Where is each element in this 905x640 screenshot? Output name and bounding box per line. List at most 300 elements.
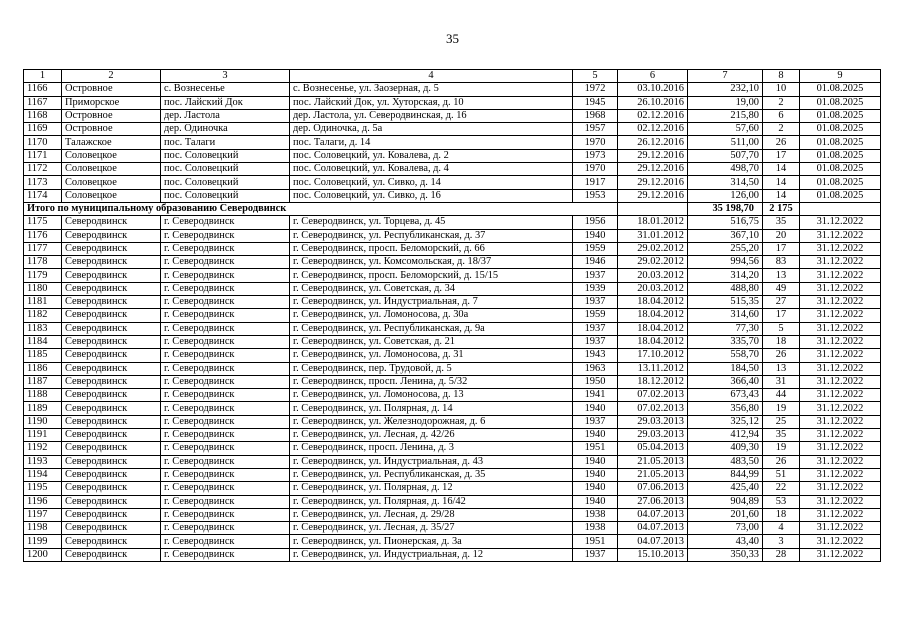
- area-cell: 488,80: [688, 282, 763, 295]
- residents-cell: 14: [763, 176, 800, 189]
- address-cell: г. Северодвинск, просп. Беломорский, д. 66: [290, 242, 573, 255]
- residents-cell: 13: [763, 269, 800, 282]
- table-row: [24, 415, 881, 428]
- table-row: [24, 389, 881, 402]
- settlement-cell: пос. Соловецкий: [161, 189, 290, 202]
- table-row: [24, 256, 881, 269]
- year-built-cell: 1957: [573, 123, 618, 136]
- municipality-cell: Островное: [62, 83, 161, 96]
- planned-date-cell: 31.12.2022: [800, 229, 881, 242]
- area-cell: 511,00: [688, 136, 763, 149]
- table-row: [24, 123, 881, 136]
- residents-cell: 19: [763, 402, 800, 415]
- address-cell: г. Северодвинск, ул. Ломоносова, д. 31: [290, 349, 573, 362]
- planned-date-cell: 31.12.2022: [800, 402, 881, 415]
- recognition-date-cell: 29.03.2013: [618, 415, 688, 428]
- planned-date-cell: 01.08.2025: [800, 96, 881, 109]
- residents-cell: 83: [763, 256, 800, 269]
- address-cell: пос. Лайский Док, ул. Хуторская, д. 10: [290, 96, 573, 109]
- recognition-date-cell: 20.03.2012: [618, 269, 688, 282]
- year-built-cell: 1940: [573, 429, 618, 442]
- residents-cell: 2: [763, 123, 800, 136]
- year-built-cell: 1940: [573, 482, 618, 495]
- row-number-cell: 1185: [24, 349, 62, 362]
- year-built-cell: 1959: [573, 242, 618, 255]
- table-row: [24, 149, 881, 162]
- planned-date-cell: 01.08.2025: [800, 136, 881, 149]
- settlement-cell: г. Северодвинск: [161, 508, 290, 521]
- residents-cell: 49: [763, 282, 800, 295]
- municipality-cell: Северодвинск: [62, 522, 161, 535]
- area-cell: 366,40: [688, 375, 763, 388]
- municipality-cell: Островное: [62, 123, 161, 136]
- municipality-cell: Северодвинск: [62, 495, 161, 508]
- area-cell: 409,30: [688, 442, 763, 455]
- settlement-cell: г. Северодвинск: [161, 429, 290, 442]
- address-cell: пос. Соловецкий, ул. Сивко, д. 16: [290, 189, 573, 202]
- settlement-cell: г. Северодвинск: [161, 349, 290, 362]
- settlement-cell: г. Северодвинск: [161, 402, 290, 415]
- recognition-date-cell: 18.12.2012: [618, 375, 688, 388]
- settlement-cell: г. Северодвинск: [161, 468, 290, 481]
- year-built-cell: 1938: [573, 508, 618, 521]
- planned-date-cell: 01.08.2025: [800, 149, 881, 162]
- settlement-cell: г. Северодвинск: [161, 522, 290, 535]
- area-cell: 904,89: [688, 495, 763, 508]
- row-number-cell: 1199: [24, 535, 62, 548]
- residents-cell: 4: [763, 522, 800, 535]
- row-number-cell: 1168: [24, 109, 62, 122]
- recognition-date-cell: 05.04.2013: [618, 442, 688, 455]
- row-number-cell: 1184: [24, 335, 62, 348]
- area-cell: 498,70: [688, 163, 763, 176]
- municipality-cell: Северодвинск: [62, 216, 161, 229]
- residents-cell: 13: [763, 362, 800, 375]
- residents-cell: 51: [763, 468, 800, 481]
- residents-cell: 26: [763, 136, 800, 149]
- recognition-date-cell: 18.04.2012: [618, 322, 688, 335]
- recognition-date-cell: 07.06.2013: [618, 482, 688, 495]
- municipality-cell: Северодвинск: [62, 322, 161, 335]
- planned-date-cell: 31.12.2022: [800, 522, 881, 535]
- table-row: [24, 229, 881, 242]
- row-number-cell: 1181: [24, 296, 62, 309]
- recognition-date-cell: 18.04.2012: [618, 335, 688, 348]
- year-built-cell: 1963: [573, 362, 618, 375]
- row-number-cell: 1193: [24, 455, 62, 468]
- row-number-cell: 1187: [24, 375, 62, 388]
- residents-cell: 2: [763, 96, 800, 109]
- area-cell: 335,70: [688, 335, 763, 348]
- area-cell: 77,30: [688, 322, 763, 335]
- planned-date-cell: 01.08.2025: [800, 123, 881, 136]
- municipality-cell: Соловецкое: [62, 176, 161, 189]
- year-built-cell: 1959: [573, 309, 618, 322]
- year-built-cell: 1970: [573, 163, 618, 176]
- year-built-cell: 1968: [573, 109, 618, 122]
- table-row: [24, 216, 881, 229]
- row-number-cell: 1190: [24, 415, 62, 428]
- year-built-cell: 1937: [573, 269, 618, 282]
- address-cell: дер. Ластола, ул. Северодвинская, д. 16: [290, 109, 573, 122]
- address-cell: г. Северодвинск, ул. Лесная, д. 29/28: [290, 508, 573, 521]
- address-cell: г. Северодвинск, ул. Республиканская, д. 37: [290, 229, 573, 242]
- year-built-cell: 1937: [573, 296, 618, 309]
- year-built-cell: 1951: [573, 442, 618, 455]
- recognition-date-cell: 03.10.2016: [618, 83, 688, 96]
- year-built-cell: 1941: [573, 389, 618, 402]
- area-cell: 673,43: [688, 389, 763, 402]
- address-cell: г. Северодвинск, просп. Ленина, д. 3: [290, 442, 573, 455]
- settlement-cell: г. Северодвинск: [161, 256, 290, 269]
- table-row: [24, 482, 881, 495]
- row-number-cell: 1177: [24, 242, 62, 255]
- address-cell: г. Северодвинск, ул. Лесная, д. 35/27: [290, 522, 573, 535]
- municipality-cell: Северодвинск: [62, 442, 161, 455]
- recognition-date-cell: 04.07.2013: [618, 522, 688, 535]
- address-cell: г. Северодвинск, ул. Советская, д. 34: [290, 282, 573, 295]
- area-cell: 412,94: [688, 429, 763, 442]
- table-row: [24, 535, 881, 548]
- area-cell: 558,70: [688, 349, 763, 362]
- column-number: 5: [573, 70, 618, 83]
- area-cell: 325,12: [688, 415, 763, 428]
- table-row: [24, 349, 881, 362]
- settlement-cell: г. Северодвинск: [161, 389, 290, 402]
- recognition-date-cell: 29.02.2012: [618, 242, 688, 255]
- address-cell: г. Северодвинск, ул. Железнодорожная, д. 6: [290, 415, 573, 428]
- settlement-cell: г. Северодвинск: [161, 455, 290, 468]
- address-cell: г. Северодвинск, ул. Индустриальная, д. 43: [290, 455, 573, 468]
- settlement-cell: пос. Соловецкий: [161, 163, 290, 176]
- planned-date-cell: 01.08.2025: [800, 163, 881, 176]
- settlement-cell: г. Северодвинск: [161, 229, 290, 242]
- area-cell: 367,10: [688, 229, 763, 242]
- address-cell: пос. Соловецкий, ул. Ковалева, д. 4: [290, 163, 573, 176]
- municipality-cell: Соловецкое: [62, 163, 161, 176]
- row-number-cell: 1182: [24, 309, 62, 322]
- recognition-date-cell: 31.01.2012: [618, 229, 688, 242]
- settlement-cell: г. Северодвинск: [161, 535, 290, 548]
- settlement-cell: г. Северодвинск: [161, 335, 290, 348]
- residents-cell: 18: [763, 335, 800, 348]
- municipality-cell: Северодвинск: [62, 256, 161, 269]
- table-row: [24, 163, 881, 176]
- address-cell: г. Северодвинск, ул. Торцева, д. 45: [290, 216, 573, 229]
- address-cell: г. Северодвинск, ул. Советская, д. 21: [290, 335, 573, 348]
- municipality-cell: Северодвинск: [62, 548, 161, 561]
- area-cell: 43,40: [688, 535, 763, 548]
- table-row: [24, 96, 881, 109]
- address-cell: г. Северодвинск, пер. Трудовой, д. 5: [290, 362, 573, 375]
- planned-date-cell: 31.12.2022: [800, 296, 881, 309]
- planned-date-cell: 31.12.2022: [800, 322, 881, 335]
- area-cell: 356,80: [688, 402, 763, 415]
- municipality-cell: Северодвинск: [62, 455, 161, 468]
- row-number-cell: 1194: [24, 468, 62, 481]
- address-cell: с. Вознесенье, ул. Заозерная, д. 5: [290, 83, 573, 96]
- residents-cell: 26: [763, 349, 800, 362]
- column-number: 4: [290, 70, 573, 83]
- year-built-cell: 1940: [573, 402, 618, 415]
- residents-cell: 3: [763, 535, 800, 548]
- recognition-date-cell: 13.11.2012: [618, 362, 688, 375]
- year-built-cell: 1950: [573, 375, 618, 388]
- planned-date-cell: 31.12.2022: [800, 495, 881, 508]
- table-row: [24, 189, 881, 202]
- settlement-cell: г. Северодвинск: [161, 296, 290, 309]
- recognition-date-cell: 18.04.2012: [618, 309, 688, 322]
- area-cell: 232,10: [688, 83, 763, 96]
- year-built-cell: 1938: [573, 522, 618, 535]
- column-number: 7: [688, 70, 763, 83]
- municipality-cell: Северодвинск: [62, 349, 161, 362]
- year-built-cell: 1937: [573, 548, 618, 561]
- row-number-cell: 1200: [24, 548, 62, 561]
- residents-cell: 28: [763, 548, 800, 561]
- recognition-date-cell: 29.02.2012: [618, 256, 688, 269]
- total-area: 35 198,70: [688, 202, 763, 215]
- settlement-cell: г. Северодвинск: [161, 269, 290, 282]
- total-empty-cell: [800, 202, 881, 215]
- row-number-cell: 1180: [24, 282, 62, 295]
- year-built-cell: 1970: [573, 136, 618, 149]
- address-cell: г. Северодвинск, просп. Беломорский, д. 15/15: [290, 269, 573, 282]
- year-built-cell: 1951: [573, 535, 618, 548]
- planned-date-cell: 31.12.2022: [800, 309, 881, 322]
- recognition-date-cell: 29.12.2016: [618, 176, 688, 189]
- residents-cell: 35: [763, 216, 800, 229]
- total-empty-cell: [618, 202, 688, 215]
- municipality-cell: Талажское: [62, 136, 161, 149]
- address-cell: г. Северодвинск, ул. Комсомольская, д. 18/37: [290, 256, 573, 269]
- settlement-cell: г. Северодвинск: [161, 242, 290, 255]
- column-number: 9: [800, 70, 881, 83]
- address-cell: пос. Соловецкий, ул. Сивко, д. 14: [290, 176, 573, 189]
- municipality-cell: Северодвинск: [62, 402, 161, 415]
- table-row: [24, 136, 881, 149]
- settlement-cell: г. Северодвинск: [161, 362, 290, 375]
- table-row: [24, 309, 881, 322]
- recognition-date-cell: 17.10.2012: [618, 349, 688, 362]
- column-number: 1: [24, 70, 62, 83]
- year-built-cell: 1943: [573, 349, 618, 362]
- address-cell: г. Северодвинск, ул. Ломоносова, д. 30а: [290, 309, 573, 322]
- row-number-cell: 1169: [24, 123, 62, 136]
- housing-registry-table: [23, 69, 881, 562]
- row-number-cell: 1167: [24, 96, 62, 109]
- year-built-cell: 1946: [573, 256, 618, 269]
- address-cell: пос. Талаги, д. 14: [290, 136, 573, 149]
- recognition-date-cell: 26.12.2016: [618, 136, 688, 149]
- area-cell: 314,50: [688, 176, 763, 189]
- table-row: [24, 508, 881, 521]
- table-row: [24, 296, 881, 309]
- address-cell: г. Северодвинск, ул. Ломоносова, д. 13: [290, 389, 573, 402]
- year-built-cell: 1940: [573, 468, 618, 481]
- municipality-cell: Северодвинск: [62, 309, 161, 322]
- residents-cell: 6: [763, 109, 800, 122]
- settlement-cell: пос. Лайский Док: [161, 96, 290, 109]
- residents-cell: 31: [763, 375, 800, 388]
- year-built-cell: 1939: [573, 282, 618, 295]
- planned-date-cell: 31.12.2022: [800, 415, 881, 428]
- recognition-date-cell: 29.12.2016: [618, 163, 688, 176]
- residents-cell: 14: [763, 163, 800, 176]
- row-number-cell: 1197: [24, 508, 62, 521]
- row-number-cell: 1173: [24, 176, 62, 189]
- area-cell: 314,20: [688, 269, 763, 282]
- municipality-cell: Северодвинск: [62, 429, 161, 442]
- residents-cell: 27: [763, 296, 800, 309]
- row-number-cell: 1178: [24, 256, 62, 269]
- address-cell: г. Северодвинск, ул. Полярная, д. 14: [290, 402, 573, 415]
- year-built-cell: 1953: [573, 189, 618, 202]
- residents-cell: 18: [763, 508, 800, 521]
- year-built-cell: 1956: [573, 216, 618, 229]
- area-cell: 255,20: [688, 242, 763, 255]
- total-label: Итого по муниципальному образованию Северодвинск: [24, 202, 618, 215]
- municipality-cell: Северодвинск: [62, 468, 161, 481]
- settlement-cell: г. Северодвинск: [161, 375, 290, 388]
- settlement-cell: с. Вознесенье: [161, 83, 290, 96]
- settlement-cell: г. Северодвинск: [161, 415, 290, 428]
- settlement-cell: г. Северодвинск: [161, 495, 290, 508]
- municipality-cell: Северодвинск: [62, 362, 161, 375]
- settlement-cell: г. Северодвинск: [161, 482, 290, 495]
- planned-date-cell: 01.08.2025: [800, 176, 881, 189]
- row-number-cell: 1198: [24, 522, 62, 535]
- total-row: [24, 202, 881, 215]
- residents-cell: 19: [763, 442, 800, 455]
- year-built-cell: 1972: [573, 83, 618, 96]
- recognition-date-cell: 27.06.2013: [618, 495, 688, 508]
- planned-date-cell: 31.12.2022: [800, 468, 881, 481]
- row-number-cell: 1175: [24, 216, 62, 229]
- row-number-cell: 1183: [24, 322, 62, 335]
- address-cell: г. Северодвинск, ул. Индустриальная, д. 12: [290, 548, 573, 561]
- recognition-date-cell: 18.04.2012: [618, 296, 688, 309]
- municipality-cell: Северодвинск: [62, 415, 161, 428]
- area-cell: 350,33: [688, 548, 763, 561]
- recognition-date-cell: 02.12.2016: [618, 123, 688, 136]
- municipality-cell: Приморское: [62, 96, 161, 109]
- recognition-date-cell: 15.10.2013: [618, 548, 688, 561]
- row-number-cell: 1191: [24, 429, 62, 442]
- table-row: [24, 548, 881, 561]
- table-row: [24, 522, 881, 535]
- residents-cell: 20: [763, 229, 800, 242]
- recognition-date-cell: 07.02.2013: [618, 389, 688, 402]
- table-row: [24, 269, 881, 282]
- table-row: [24, 402, 881, 415]
- planned-date-cell: 31.12.2022: [800, 389, 881, 402]
- area-cell: 425,40: [688, 482, 763, 495]
- municipality-cell: Северодвинск: [62, 375, 161, 388]
- area-cell: 994,56: [688, 256, 763, 269]
- residents-cell: 44: [763, 389, 800, 402]
- year-built-cell: 1973: [573, 149, 618, 162]
- area-cell: 57,60: [688, 123, 763, 136]
- table-row: [24, 375, 881, 388]
- residents-cell: 14: [763, 189, 800, 202]
- municipality-cell: Северодвинск: [62, 296, 161, 309]
- year-built-cell: 1937: [573, 322, 618, 335]
- address-cell: г. Северодвинск, ул. Полярная, д. 12: [290, 482, 573, 495]
- recognition-date-cell: 21.05.2013: [618, 468, 688, 481]
- area-cell: 184,50: [688, 362, 763, 375]
- column-number: 6: [618, 70, 688, 83]
- year-built-cell: 1940: [573, 229, 618, 242]
- address-cell: г. Северодвинск, ул. Республиканская, д. 9а: [290, 322, 573, 335]
- column-number: 2: [62, 70, 161, 83]
- municipality-cell: Северодвинск: [62, 482, 161, 495]
- residents-cell: 22: [763, 482, 800, 495]
- year-built-cell: 1940: [573, 455, 618, 468]
- table-row: [24, 455, 881, 468]
- planned-date-cell: 31.12.2022: [800, 548, 881, 561]
- row-number-cell: 1174: [24, 189, 62, 202]
- recognition-date-cell: 29.12.2016: [618, 149, 688, 162]
- area-cell: 215,80: [688, 109, 763, 122]
- address-cell: г. Северодвинск, ул. Республиканская, д. 35: [290, 468, 573, 481]
- settlement-cell: г. Северодвинск: [161, 282, 290, 295]
- area-cell: 314,60: [688, 309, 763, 322]
- residents-cell: 17: [763, 149, 800, 162]
- planned-date-cell: 31.12.2022: [800, 455, 881, 468]
- area-cell: 516,75: [688, 216, 763, 229]
- settlement-cell: пос. Соловецкий: [161, 149, 290, 162]
- row-number-cell: 1186: [24, 362, 62, 375]
- planned-date-cell: 31.12.2022: [800, 362, 881, 375]
- residents-cell: 5: [763, 322, 800, 335]
- page-number: 35: [446, 31, 459, 46]
- row-number-cell: 1179: [24, 269, 62, 282]
- column-number: 8: [763, 70, 800, 83]
- planned-date-cell: 31.12.2022: [800, 375, 881, 388]
- municipality-cell: Островное: [62, 109, 161, 122]
- residents-cell: 35: [763, 429, 800, 442]
- row-number-cell: 1188: [24, 389, 62, 402]
- table-row: [24, 362, 881, 375]
- table-body: [24, 70, 881, 562]
- address-cell: дер. Одиночка, д. 5а: [290, 123, 573, 136]
- planned-date-cell: 31.12.2022: [800, 256, 881, 269]
- table-row: [24, 322, 881, 335]
- row-number-cell: 1172: [24, 163, 62, 176]
- residents-cell: 17: [763, 242, 800, 255]
- row-number-cell: 1176: [24, 229, 62, 242]
- table-row: [24, 468, 881, 481]
- row-number-cell: 1189: [24, 402, 62, 415]
- address-cell: г. Северодвинск, просп. Ленина, д. 5/32: [290, 375, 573, 388]
- area-cell: 73,00: [688, 522, 763, 535]
- total-residents: 2 175: [763, 202, 800, 215]
- area-cell: 126,00: [688, 189, 763, 202]
- address-cell: пос. Соловецкий, ул. Ковалева, д. 2: [290, 149, 573, 162]
- recognition-date-cell: 07.02.2013: [618, 402, 688, 415]
- settlement-cell: пос. Талаги: [161, 136, 290, 149]
- planned-date-cell: 31.12.2022: [800, 349, 881, 362]
- table-row: [24, 335, 881, 348]
- area-cell: 201,60: [688, 508, 763, 521]
- year-built-cell: 1937: [573, 335, 618, 348]
- municipality-cell: Северодвинск: [62, 282, 161, 295]
- recognition-date-cell: 21.05.2013: [618, 455, 688, 468]
- planned-date-cell: 31.12.2022: [800, 282, 881, 295]
- table-row: [24, 282, 881, 295]
- municipality-cell: Северодвинск: [62, 389, 161, 402]
